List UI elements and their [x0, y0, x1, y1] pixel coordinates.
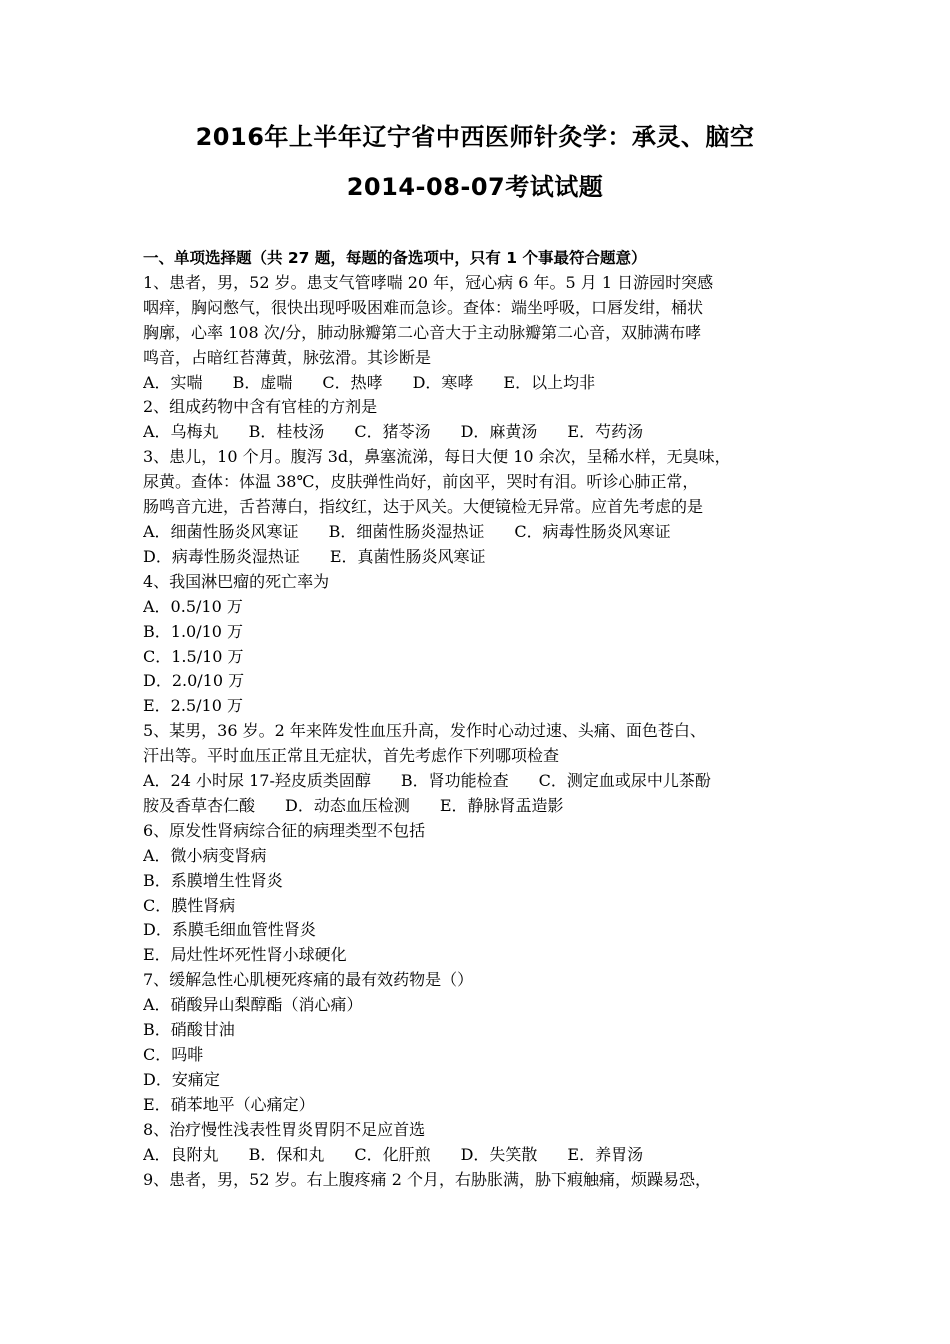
document-body	[143, 246, 823, 1192]
option-a: A．微小病变肾病	[143, 845, 267, 865]
question-text-line: 咽痒，胸闷憋气，很快出现呼吸困难而急诊。查体：端坐呼吸，口唇发绀，桶状	[143, 297, 704, 317]
question-text-line: 6、原发性肾病综合征的病理类型不包括	[143, 820, 426, 840]
options-row	[143, 794, 823, 819]
option-b: B．1.0/10 万	[143, 621, 244, 641]
options-row	[143, 371, 823, 396]
option-e: E．以上均非	[503, 372, 596, 392]
option-e: E．真菌性肠炎风寒证	[329, 546, 486, 566]
question-text-line: 肠鸣音亢进，舌苔薄白，指纹红，达于风关。大便镜检无异常。应首先考虑的是	[143, 497, 704, 517]
question-3	[143, 445, 823, 570]
option-b: B．系膜增生性肾炎	[143, 870, 283, 890]
options-row	[143, 769, 823, 794]
option-d: D．2.0/10 万	[143, 671, 245, 691]
option-b: B．桂枝汤	[248, 422, 325, 442]
question-1	[143, 271, 823, 396]
option-e: E．硝苯地平（心痛定）	[143, 1094, 315, 1114]
option-e: E．芍药汤	[567, 422, 644, 442]
option-a: A．0.5/10 万	[143, 596, 243, 616]
options-row	[143, 1143, 823, 1168]
question-text-line: 7、缓解急性心肌梗死疼痛的最有效药物是（）	[143, 970, 474, 990]
option-c: C．膜性肾病	[143, 895, 236, 915]
question-6	[143, 819, 823, 968]
option-d: D．病毒性肠炎湿热证	[143, 546, 300, 566]
question-text-line: 胸廓，心率 108 次/分，肺动脉瓣第二心音大于主动脉瓣第二心音，双肺满布哮	[143, 322, 702, 342]
option-e: E．局灶性坏死性肾小球硬化	[143, 945, 347, 965]
option-c: C．吗啡	[143, 1045, 204, 1064]
option-d: D．安痛定	[143, 1069, 220, 1089]
title-line-1: 2016年上半年辽宁省中西医师针灸学：承灵、脑空	[195, 123, 755, 151]
question-9	[143, 1168, 823, 1193]
question-2	[143, 395, 823, 445]
options-row	[143, 520, 823, 545]
option-d: D．寒哮	[412, 372, 474, 392]
question-text-line: 2、组成药物中含有官桂的方剂是	[143, 397, 378, 417]
option-a: A．细菌性肠炎风寒证	[143, 521, 299, 541]
option-a: A．24 小时尿 17-羟皮质类固醇	[143, 771, 371, 791]
option-b: B．硝酸甘油	[143, 1020, 235, 1040]
question-5	[143, 719, 823, 819]
option-e: E．2.5/10 万	[143, 696, 243, 716]
question-text-line: 5、某男，36 岁。2 年来阵发性血压升高，发作时心动过速、头痛、面色苍白、	[143, 721, 706, 741]
title-line-2: 2014-08-07考试试题	[346, 173, 604, 201]
option-b: B．肾功能检查	[400, 771, 509, 791]
question-8	[143, 1118, 823, 1168]
section-heading: 一、单项选择题（共 27 题，每题的备选项中，只有 1 个事最符合题意）	[143, 249, 647, 267]
question-text-line: 8、治疗慢性浅表性胃炎胃阴不足应首选	[143, 1119, 426, 1139]
question-text-line: 汗出等。平时血压正常且无症状，首先考虑作下列哪项检查	[143, 746, 560, 766]
question-text-line: 1、患者，男，52 岁。患支气管哮喘 20 年，冠心病 6 年。5 月 1 日游园时突感	[143, 272, 714, 292]
option-b: B．保和丸	[248, 1144, 325, 1164]
option-d: D．系膜毛细血管性肾炎	[143, 920, 316, 940]
option-a: A．良附丸	[143, 1144, 219, 1164]
option-a: A．乌梅丸	[143, 422, 219, 442]
option-a: A．硝酸异山梨醇酯（消心痛）	[143, 995, 363, 1015]
question-text-line: 3、患儿，10 个月。腹泻 3d，鼻塞流涕，每日大便 10 余次，呈稀水样，无臭味，	[143, 447, 731, 467]
question-text-line: 鸣音，占暗红苔薄黄，脉弦滑。其诊断是	[143, 347, 432, 367]
option-b: B．虚喘	[232, 372, 293, 392]
question-4	[143, 570, 823, 719]
document-title	[0, 112, 950, 212]
option-c: C．测定血或尿中儿茶酚	[538, 771, 711, 791]
option-c: C．病毒性肠炎风寒证	[514, 521, 671, 541]
option-c: C．1.5/10 万	[143, 646, 244, 666]
options-row	[143, 420, 823, 445]
question-text-line: 9、患者，男，52 岁。右上腹疼痛 2 个月，右胁胀满，胁下瘕触痛，烦躁易恐，	[143, 1169, 711, 1189]
option-e: E．养胃汤	[567, 1144, 644, 1164]
option-c: C．热哮	[322, 372, 383, 392]
option-d: D．麻黄汤	[460, 422, 538, 442]
question-7	[143, 968, 823, 1117]
option-c: C．化肝煎	[354, 1144, 431, 1164]
option-d: D．动态血压检测	[285, 795, 410, 815]
option-c: C．猪苓汤	[354, 422, 431, 442]
options-row	[143, 545, 823, 570]
option-b: B．细菌性肠炎湿热证	[328, 521, 485, 541]
option-c-continued: 胺及香草杏仁酸	[143, 795, 256, 815]
question-text-line: 4、我国淋巴瘤的死亡率为	[143, 571, 330, 591]
option-a: A．实喘	[143, 372, 203, 392]
option-d: D．失笑散	[460, 1144, 538, 1164]
option-e: E．静脉肾盂造影	[439, 795, 564, 815]
question-text-line: 尿黄。查体：体温 38℃，皮肤弹性尚好，前囟平，哭时有泪。听诊心肺正常，	[143, 472, 699, 492]
